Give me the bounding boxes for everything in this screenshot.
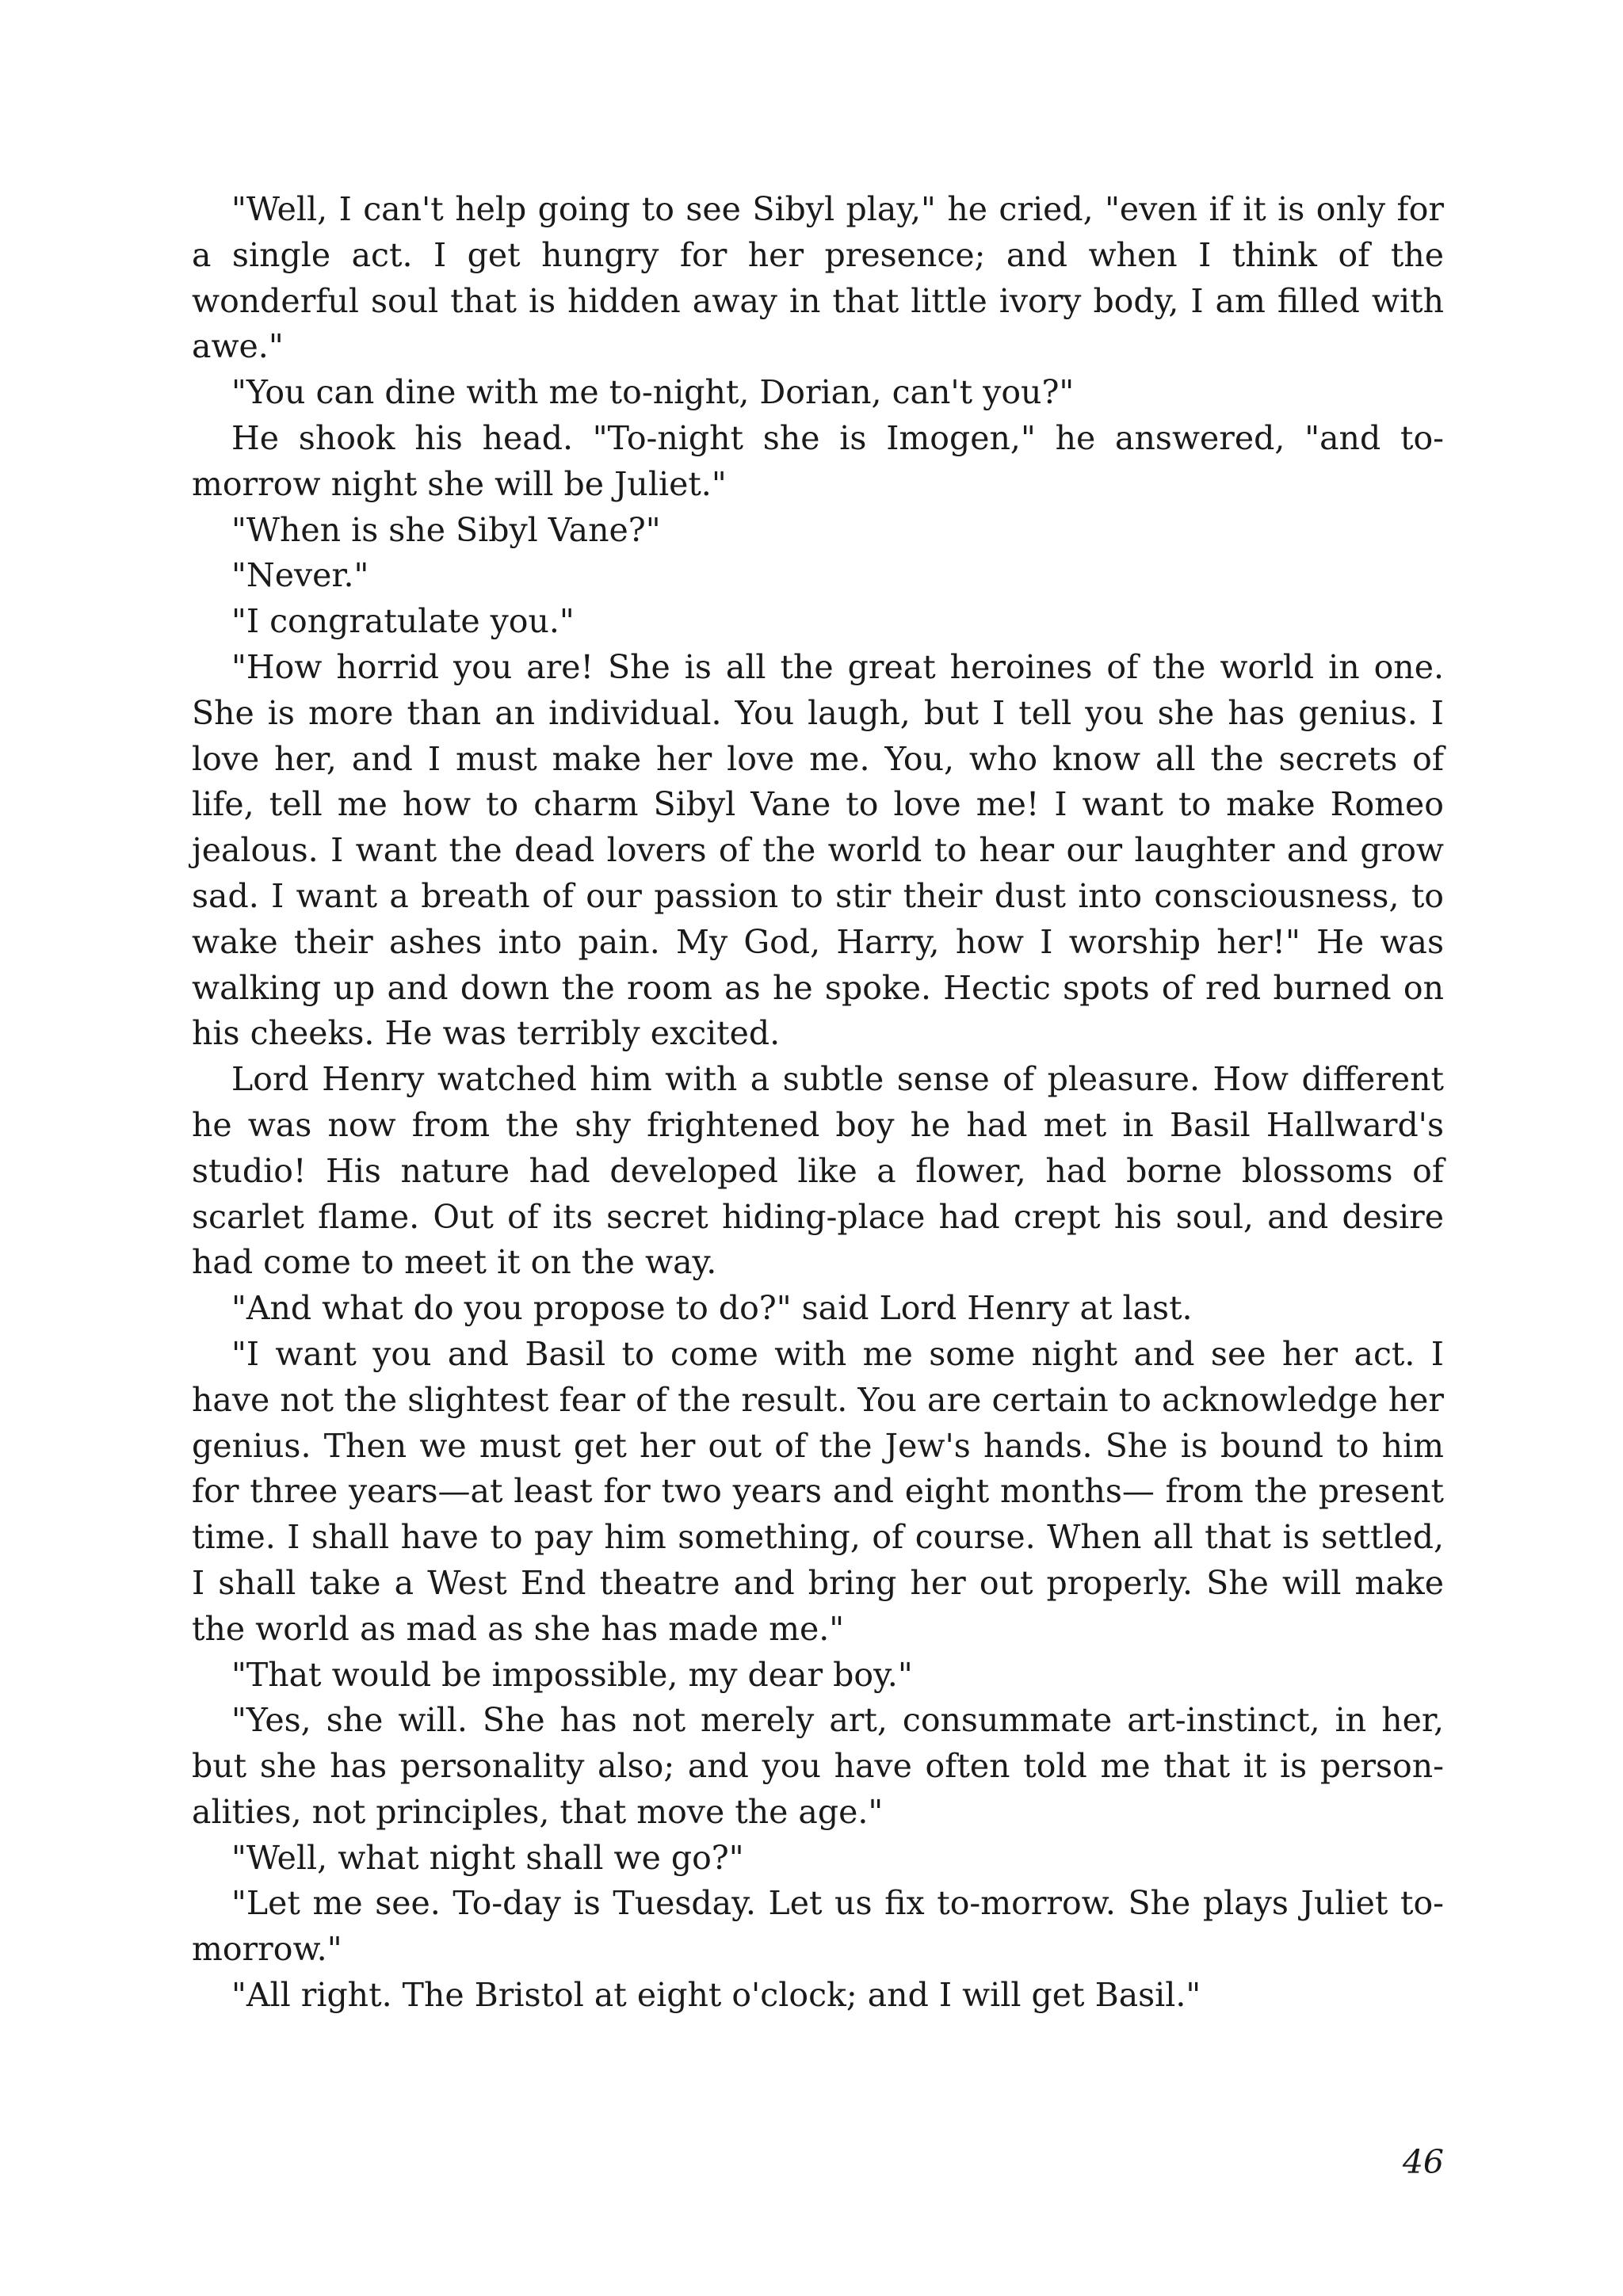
paragraph-4: "When is she Sibyl Vane?" xyxy=(231,510,661,549)
paragraph-8: Lord Henry watched him with a subtle sense of pleasure. How different he was now from the shy frightened boy he had met in Basil Hallward's studio! His nature had developed like a flower, had borne blossoms of scarlet flame. Out of its secret hiding-place had crept his soul, and desire had come to meet it on the way. xyxy=(192,1060,1444,1282)
paragraph-3: He shook his head. "To-night she is Imogen," he answered, "and to-morrow night she will be Juliet." xyxy=(192,418,1444,503)
paragraph-9: "And what do you propose to do?" said Lord Henry at last. xyxy=(231,1289,1193,1328)
page-body xyxy=(192,187,1444,2019)
paragraph-5: "Never." xyxy=(231,556,369,595)
paragraph-1: "Well, I can't help going to see Sibyl play," he cried, "even if it is only for a single act. I get hungry for her presence; and when I think of the wonderful soul that is hidden away in that little ivory body, I am filled with awe." xyxy=(192,190,1444,366)
paragraph-12: "Yes, she will. She has not merely art, consummate art-instinct, in her, but she has personality also; and you have often told me that it is personalities, not principles, that move the age." xyxy=(192,1701,1444,1831)
paragraph-10: "I want you and Basil to come with me some night and see her act. I have not the slightest fear of the result. You are certain to acknowledge her genius. Then we must get her out of the Jew's hands. She is bound to him for three years—at least for two years and eight months— from the present time. I shall have to pay him something, of course. When all that is settled, I shall take a West End theatre and bring her out properly. She will make the world as mad as she has made me." xyxy=(192,1334,1444,1648)
paragraph-14: "Let me see. To-day is Tuesday. Let us fix to-morrow. She plays Juliet to-morrow." xyxy=(192,1884,1444,1969)
paragraph-2: "You can dine with me to-night, Dorian, can't you?" xyxy=(231,373,1075,412)
paragraph-7: "How horrid you are! She is all the great heroines of the world in one. She is more than an individual. You laugh, but I tell you she has genius. I love her, and I must make her love me. You, who know all the secrets of life, tell me how to charm Sibyl Vane to love me! I want to make Romeo jealous. I want the dead lovers of the world to hear our laughter and grow sad. I want a breath of our passion to stir their dust into consciousness, to wake their ashes into pain. My God, Harry, how I worship her!" He was walking up and down the room as he spoke. Hectic spots of red burned on his cheeks. He was terribly excited. xyxy=(192,647,1444,1053)
page-number: 46 xyxy=(1402,2143,1444,2181)
paragraph-13: "Well, what night shall we go?" xyxy=(231,1838,744,1877)
paragraph-11: "That would be impossible, my dear boy." xyxy=(231,1655,913,1694)
paragraph-6: "I congratulate you." xyxy=(231,602,575,641)
paragraph-15: "All right. The Bristol at eight o'clock; and I will get Basil." xyxy=(231,1976,1201,2015)
